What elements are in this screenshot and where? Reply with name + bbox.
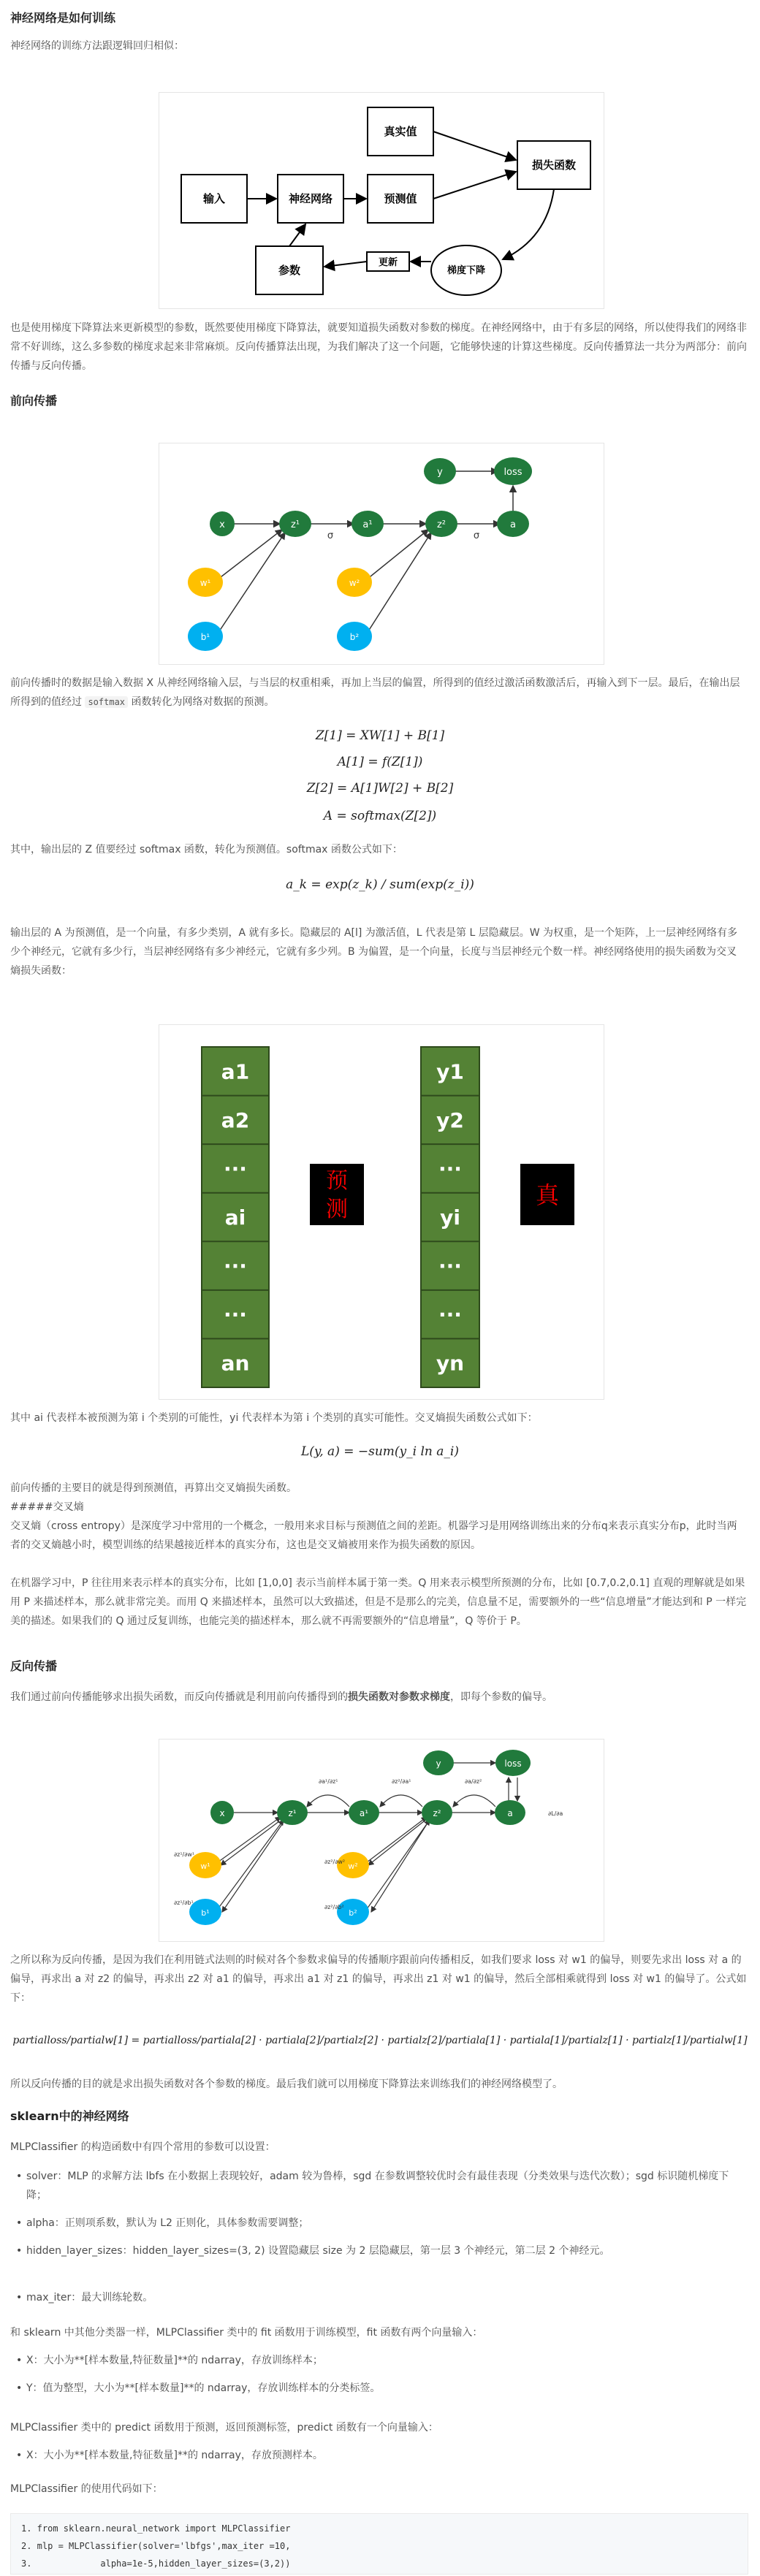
list-item: • X：大小为**[样本数量,特征数量]**的 ndarray，存放训练样本； xyxy=(26,2351,742,2370)
truth-label-text: 真 xyxy=(535,1181,560,1209)
node-b2-label: b² xyxy=(349,632,360,642)
grad-z2: ∂z²/∂a¹ xyxy=(392,1778,411,1785)
pred-cell: a2 xyxy=(221,1108,250,1132)
backward-figure xyxy=(159,1739,604,1942)
pred-cell: ··· xyxy=(224,1254,247,1279)
b-node-b1: b¹ xyxy=(201,1908,210,1918)
nn-label: 神经网络 xyxy=(288,192,333,205)
truth-cell: ··· xyxy=(438,1303,462,1327)
loss-label: 损失函数 xyxy=(531,159,577,172)
forward-figure xyxy=(159,443,604,665)
b-node-z1: z¹ xyxy=(288,1808,297,1818)
pred-cell: ai xyxy=(224,1205,246,1230)
code-line: 1. from sklearn.neural_network import MLPClassifier xyxy=(21,2523,291,2534)
eq-z1: Z[1] = XW[1] + B[1] xyxy=(315,728,445,743)
b-node-y: y xyxy=(436,1758,441,1769)
node-y-label: y xyxy=(437,467,443,478)
b-node-a: a xyxy=(507,1808,513,1818)
code-line: 3. alpha=1e-5,hidden_layer_sizes=(3,2)) xyxy=(21,2558,291,2569)
para-backward-goal: 所以反向传播的目的就是求出损失函数对各个参数的梯度。最后我们就可以用梯度下降算法来训练我们的神经网络模型了。 xyxy=(10,2078,563,2090)
list-item: • hidden_layer_sizes：hidden_layer_sizes=(3, 2) 设置隐藏层 size 为 2 层隐藏层，第一层 3 个神经元，第二层 2 个神经元。 xyxy=(26,2241,742,2260)
pred-truth-figure xyxy=(159,1024,604,1400)
truth-label: 真实值 xyxy=(384,125,417,138)
code-block xyxy=(10,2513,748,2575)
para-mlp-params: MLPClassifier 的构造函数中有四个常用的参数可以设置： xyxy=(10,2141,276,2153)
grad-b2: ∂z²/∂b² xyxy=(324,1904,344,1910)
para-softmax: 其中，输出层的 Z 值要经过 softmax 函数，转化为预测值。softmax 函数公式如下： xyxy=(10,844,403,856)
list-item: • X：大小为**[样本数量,特征数量]**的 ndarray，存放预测样本。 xyxy=(26,2446,742,2465)
eq-softmax-out: A = softmax(Z[2]) xyxy=(323,809,437,823)
heading-forward: 前向传播 xyxy=(10,394,58,408)
pred-cell: a1 xyxy=(221,1059,250,1084)
grad-a: ∂a/∂z² xyxy=(465,1778,482,1785)
node-w1-label: w¹ xyxy=(200,578,211,588)
node-b1-label: b¹ xyxy=(200,632,210,642)
list-item: • alpha：正则项系数，默认为 L2 正则化，具体参数需要调整； xyxy=(26,2214,742,2233)
pred-cell: ··· xyxy=(224,1156,247,1181)
pred-label-char1: 预 xyxy=(326,1168,348,1194)
para-ce-pq: 在机器学习中，P 往往用来表示样本的真实分布，比如 [1,0,0] 表示当前样本属于第一类。Q 用来表示模型所预测的分布，比如 [0.7,0.2,0.1] 直观的理解就是如果用 P 来描述样本，那么就非常完美。而用 Q 来描述样本，虽然可以大致描述，但是不是那么的完美，信息量不足，需要额外的一些“信息增量”才能达到和 P 一样完美的描述。如果我们的 Q 通过反复训练，也能完美的描述样本，那么就不再需要额外的“信息增量”，Q 等价于 P。 xyxy=(10,1577,747,1627)
node-x-label: x xyxy=(219,519,225,530)
node-z1-label: z¹ xyxy=(290,519,300,530)
para-usage: MLPClassifier 的使用代码如下： xyxy=(10,2483,163,2495)
b-node-x: x xyxy=(219,1808,225,1818)
grad-b1: ∂z¹/∂b¹ xyxy=(174,1899,194,1906)
sigma-1: σ xyxy=(327,530,334,541)
para-predict: MLPClassifier 类中的 predict 函数用于预测，返回预测标签，predict 函数有一个向量输入： xyxy=(10,2422,438,2434)
pred-label: 预测值 xyxy=(384,192,417,205)
node-loss-label: loss xyxy=(503,467,522,478)
b-node-z2: z² xyxy=(433,1808,441,1818)
heading-backward: 反向传播 xyxy=(10,1659,58,1673)
b-node-b2: b² xyxy=(349,1908,357,1918)
training-loop-diagram xyxy=(159,93,604,308)
params-label: 参数 xyxy=(278,264,301,277)
update-label: 更新 xyxy=(378,257,398,268)
para-backward: 我们通过前向传播能够求出损失函数，而反向传播就是利用前向传播得到的损失函数对参数求梯度，即每个参数的偏导。 xyxy=(10,1691,552,1703)
list-item: • max_iter：最大训练轮数。 xyxy=(26,2288,742,2307)
pred-label-char2: 测 xyxy=(326,1197,348,1222)
truth-cell: yi xyxy=(440,1205,460,1230)
eq-softmax: a_k = exp(z_k) / sum(exp(z_i)) xyxy=(286,877,474,892)
para-forward: 前向传播时的数据是输入数据 X 从神经网络输入层，与当层的权重相乘，再加上当层的偏置，所得到的值经过激活函数激活后，再输入到下一层。最后，在输出层所得到的值经过 softmax 函数转化为网络对数据的预测。 xyxy=(10,677,740,708)
node-w2-label: w² xyxy=(349,578,360,588)
b-node-w1: w¹ xyxy=(200,1861,210,1871)
para-fit: 和 sklearn 中其他分类器一样，MLPClassifier 类中的 fit 函数用于训练模型，fit 函数有两个向量输入： xyxy=(10,2327,483,2339)
para-gradient: 也是使用梯度下降算法来更新模型的参数，既然要使用梯度下降算法，就要知道损失函数对参数的梯度。在神经网络中，由于有多层的网络，所以使得我们的网络非常不好训练，这么多参数的梯度求起来非常麻烦。反向传播算法出现，为我们解决了这一个问题，它能够快速的计算这些梯度。反向传播算法一共分为两部分：前向传播与反向传播。 xyxy=(10,322,747,372)
para-ce-def: 交叉熵（cross entropy）是深度学习中常用的一个概念，一般用来求目标与预测值之间的差距。机器学习是用网络训练出来的分布q来表示真实分布p，此时当两者的交叉熵越小时，模型训练的结果越接近样本的真实分布，这也是交叉熵被用来作为损失函数的原因。 xyxy=(10,1520,737,1551)
node-z2-label: z² xyxy=(436,519,446,530)
forward-diagram xyxy=(159,443,604,664)
b-node-a1: a¹ xyxy=(359,1808,369,1818)
heading-sklearn: sklearn中的神经网络 xyxy=(10,2109,129,2123)
input-label: 输入 xyxy=(202,192,226,205)
truth-cell: ··· xyxy=(438,1254,462,1279)
grad-w1: ∂z¹/∂w¹ xyxy=(174,1851,195,1858)
b-node-w2: w² xyxy=(348,1861,358,1871)
pred-cell: an xyxy=(221,1351,250,1376)
intro-text: 神经网络的训练方法跟逻辑回归相似： xyxy=(10,40,184,52)
b-node-loss: loss xyxy=(504,1758,522,1769)
eq-a1: A[1] = f(Z[1]) xyxy=(337,755,423,769)
training-loop-figure xyxy=(159,92,604,309)
node-a-label: a xyxy=(510,519,516,530)
truth-cell: yn xyxy=(436,1351,465,1376)
sigma-2: σ xyxy=(473,530,480,541)
eq-z2: Z[2] = A[1]W[2] + B[2] xyxy=(306,781,454,796)
node-a1-label: a¹ xyxy=(362,519,373,530)
truth-cell: y2 xyxy=(436,1108,464,1132)
page-title: 神经网络是如何训练 xyxy=(10,11,116,25)
code-line: 2. mlp = MLPClassifier(solver='lbfgs',max_iter =10, xyxy=(21,2541,291,2551)
para-ce-heading: #####交叉熵 xyxy=(10,1501,84,1513)
pred-cell: ··· xyxy=(224,1303,247,1327)
para-output: 输出层的 A 为预测值，是一个向量，有多少类别，A 就有多长。隐藏层的 A[l] 为激活值，L 代表是第 L 层隐藏层。W 为权重，是一个矩阵，上一层神经网络有多少个神经元，它就有多少行，当层神经网络有多少神经元，它就有多少列。B 为偏置，是一个向量，长度与当层神经元个数一样。神经网络使用的损失函数为交叉熵损失函数： xyxy=(10,927,738,977)
gd-label: 梯度下降 xyxy=(446,265,486,276)
eq-chain-rule: partialloss/partialw[1] = partialloss/partiala[2] · partiala[2]/partialz[2] · partialz[2]/partiala[1] · partiala[1]/partialz[1] · partialz[1]/partialw[1] xyxy=(12,2035,748,2046)
truth-cell: y1 xyxy=(436,1059,464,1084)
backward-diagram xyxy=(159,1739,604,1941)
para-forward-goal: 前向传播的主要目的就是得到预测值，再算出交叉熵损失函数。 xyxy=(10,1482,297,1494)
para-ai-yi: 其中 ai 代表样本被预测为第 i 个类别的可能性，yi 代表样本为第 i 个类别的真实可能性。交叉熵损失函数公式如下： xyxy=(10,1412,538,1424)
grad-a1: ∂a¹/∂z¹ xyxy=(319,1778,338,1785)
grad-loss: ∂L/∂a xyxy=(548,1810,563,1817)
pred-truth-diagram xyxy=(159,1025,604,1399)
truth-cell: ··· xyxy=(438,1156,462,1181)
list-item: • Y：值为整型，大小为**[样本数量]**的 ndarray，存放训练样本的分类标签。 xyxy=(26,2379,742,2398)
para-chain-rule: 之所以称为反向传播，是因为我们在利用链式法则的时候对各个参数求偏导的传播顺序跟前向传播相反，如我们要求 loss 对 w1 的偏导，则要先求出 loss 对 a 的偏导，再求出 a 对 z2 的偏导，再求出 z2 对 a1 的偏导，再求出 a1 对 z1 的偏导，再求出 z1 对 w1 的偏导，然后全部相乘就得到 loss 对 w1 的偏导了。公式如下： xyxy=(10,1954,747,2004)
list-item: • solver：MLP 的求解方法 lbfs 在小数据上表现较好，adam 较为鲁棒，sgd 在参数调整较优时会有最佳表现（分类效果与迭代次数）；sgd 标识随机梯度下降； xyxy=(26,2167,742,2205)
grad-w2: ∂z²/∂w² xyxy=(324,1859,346,1865)
eq-cross-entropy: L(y, a) = −sum(y_i ln a_i) xyxy=(300,1444,459,1459)
